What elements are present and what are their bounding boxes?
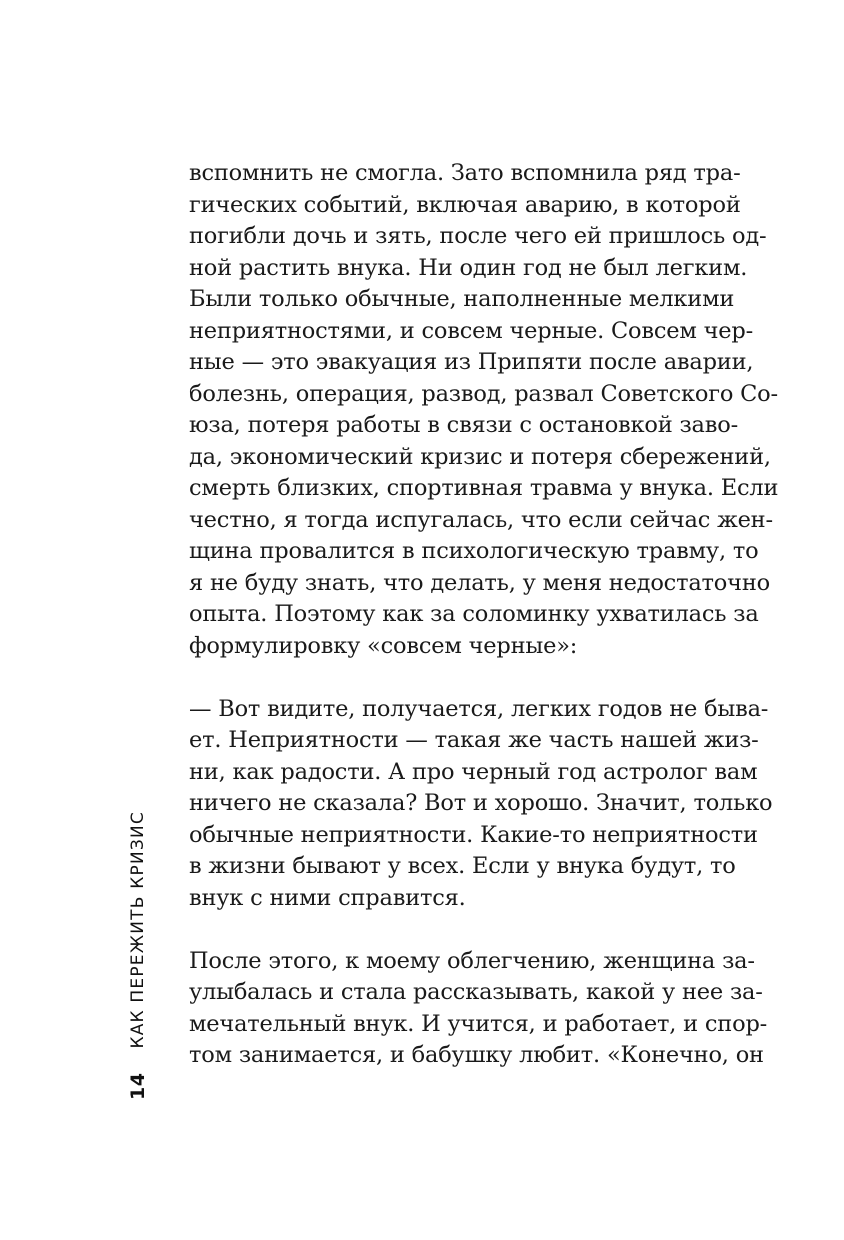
paragraph-3 bbox=[189, 946, 768, 1072]
text-line: — Вот видите, получается, легких годов не быва- bbox=[189, 695, 769, 722]
text-line: опыта. Поэтому как за соломинку ухватилась за bbox=[189, 601, 759, 627]
text-line: честно, я тогда испугалась, что если сейчас жен- bbox=[189, 506, 773, 533]
book-title: КАК ПЕРЕЖИТЬ КРИЗИС bbox=[128, 811, 148, 1049]
text-line: в жизни бывают у всех. Если у внука будут, то bbox=[189, 853, 736, 879]
text-line: улыбалась и стала рассказывать, какой у нее за- bbox=[189, 979, 763, 1005]
text-line: мечательный внук. И учится, и работает, и спор- bbox=[189, 1010, 768, 1037]
text-line: том занимается, и бабушку любит. «Конечно, он bbox=[189, 1042, 764, 1068]
text-line: щина провалится в психологическую травму, то bbox=[189, 538, 759, 564]
page-number: 14 bbox=[127, 1072, 149, 1100]
text-line: я не буду знать, что делать, у меня недостаточно bbox=[189, 569, 770, 596]
paragraph-1 bbox=[189, 158, 779, 662]
text-line: внук с ними справится. bbox=[189, 884, 466, 911]
text-line: ничего не сказала? Вот и хорошо. Значит, только bbox=[189, 790, 773, 816]
text-line: формулировку «совсем черные»: bbox=[189, 632, 578, 659]
paragraph-2-dialogue bbox=[189, 694, 773, 915]
text-line: После этого, к моему облегчению, женщина за- bbox=[189, 947, 755, 974]
text-line: смерть близких, спортивная травма у внука. Если bbox=[189, 475, 779, 501]
text-line: погибли дочь и зять, после чего ей пришлось од- bbox=[189, 223, 767, 249]
text-line: вспомнить не смогла. Зато вспомнила ряд тра- bbox=[189, 160, 741, 186]
running-head bbox=[126, 811, 150, 1100]
text-line: неприятностями, и совсем черные. Совсем чер- bbox=[189, 317, 753, 344]
text-line: ет. Неприятности — такая же часть нашей жиз- bbox=[189, 727, 759, 753]
text-line: юза, потеря работы в связи с остановкой заво- bbox=[189, 412, 738, 438]
text-line: ной растить внука. Ни один год не был легким. bbox=[189, 254, 748, 281]
text-line: да, экономический кризис и потеря сбережений, bbox=[189, 443, 771, 470]
body-text bbox=[189, 158, 779, 1072]
text-line: ни, как радости. А про черный год астролог вам bbox=[189, 758, 758, 785]
text-line: Были только обычные, наполненные мелкими bbox=[189, 286, 735, 312]
text-line: гических событий, включая аварию, в которой bbox=[189, 191, 741, 218]
text-line: болезнь, операция, развод, развал Советского Со- bbox=[189, 380, 778, 407]
text-line: обычные неприятности. Какие-то неприятности bbox=[189, 821, 758, 848]
text-line: ные — это эвакуация из Припяти после аварии, bbox=[189, 349, 754, 375]
